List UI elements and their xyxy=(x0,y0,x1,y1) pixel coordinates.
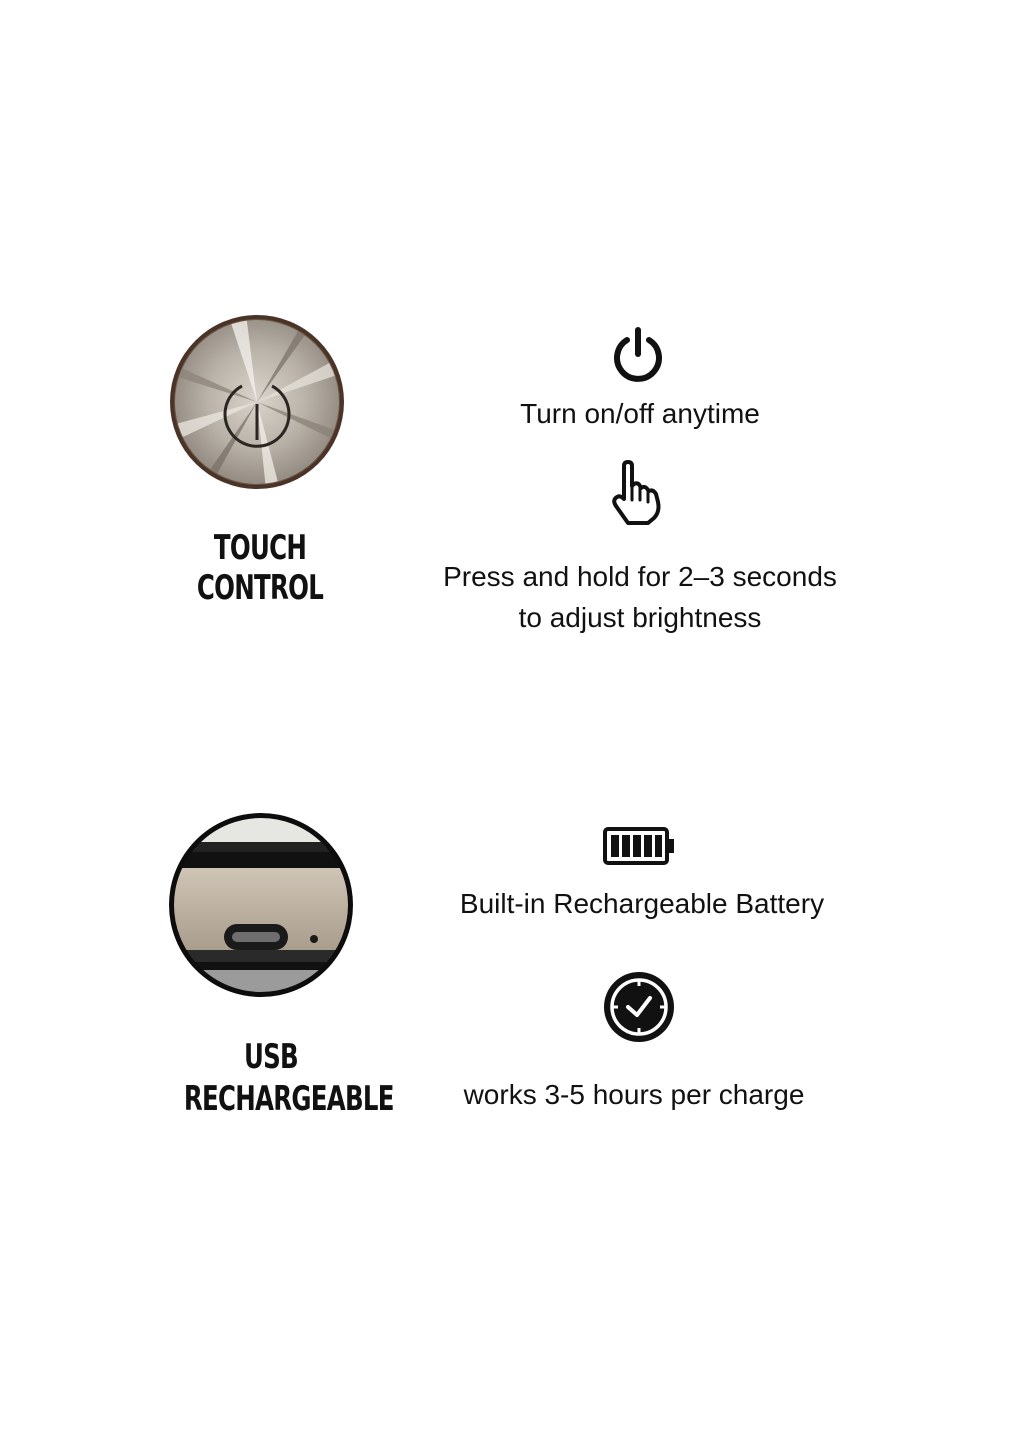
usb-port-photo xyxy=(168,812,354,998)
touch-control-title xyxy=(181,528,339,608)
touch-title-line2: CONTROL xyxy=(196,568,324,608)
hold-text-line2: to adjust brightness xyxy=(518,602,762,633)
hold-text-line1: Press and hold for 2–3 seconds xyxy=(443,561,837,592)
battery-description: Built-in Rechargeable Battery xyxy=(459,888,825,919)
power-description: Turn on/off anytime xyxy=(520,398,760,429)
clock-icon xyxy=(602,970,676,1044)
power-icon xyxy=(612,326,664,382)
touch-button-photo xyxy=(168,314,346,490)
usb-title-line1: USB xyxy=(243,1037,298,1077)
runtime-description: works 3-5 hours per charge xyxy=(463,1079,805,1110)
hold-description xyxy=(390,556,890,638)
usb-rechargeable-title xyxy=(183,1036,394,1120)
usb-title-line2: RECHARGEABLE xyxy=(183,1079,394,1119)
pointing-hand-icon xyxy=(608,460,664,526)
battery-full-icon xyxy=(602,826,676,866)
touch-title-line1: TOUCH xyxy=(213,528,307,568)
